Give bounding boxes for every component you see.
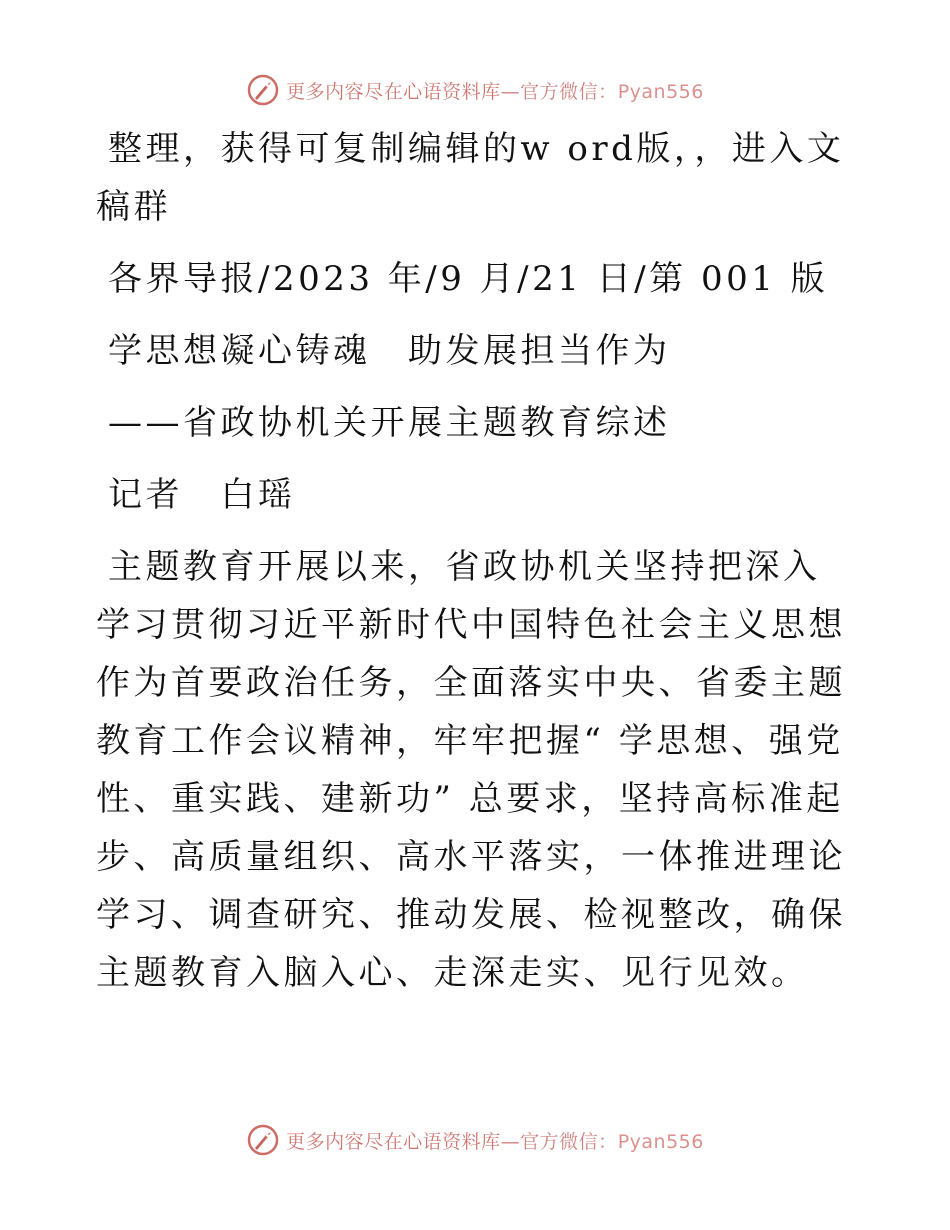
banner-text — [286, 77, 704, 104]
banner-wechat-label: 官方微信： — [520, 80, 618, 103]
banner-wechat-id: Pyan556 — [617, 1130, 704, 1153]
article-subtitle: ——省政协机关开展主题教育综述 — [108, 403, 671, 443]
pen-nib-logo-icon — [246, 1123, 280, 1157]
banner-wechat-id: Pyan556 — [617, 80, 704, 103]
pen-nib-logo-icon — [246, 73, 280, 107]
banner-text — [286, 1127, 704, 1154]
byline: 记者 白瑶 — [108, 475, 296, 515]
banner-main-text: 更多内容尽在心语资料库 — [286, 80, 501, 103]
header-banner — [0, 70, 950, 110]
body-paragraph: 主题教育开展以来，省政协机关坚持把深入学习贯彻习近平新时代中国特色社会主义思想作为首要政治任务，全面落实中央、省委主题教育工作会议精神，牢牢把握“ 学思想、强党性、重实践、建新功” 总要求，坚持高标准起步、高质量组织、高水平落实，一体推进理论学习、调查研究、推动发展、检视整改，确保主题教育入脑入心、走深走实、见行见效。 — [96, 547, 846, 993]
source-line: 各界导报/2023 年/9 月/21 日/第 001 版 — [108, 259, 829, 299]
banner-wechat-label: 官方微信： — [520, 1130, 618, 1153]
article-title: 学思想凝心铸魂 助发展担当作为 — [108, 331, 671, 371]
banner-dash: — — [500, 1130, 521, 1153]
banner-dash: — — [500, 80, 521, 103]
document-body — [96, 120, 856, 1002]
intro-line: 整理，获得可复制编辑的w ord版，，进入文稿群 — [96, 129, 845, 227]
footer-banner — [0, 1120, 950, 1160]
banner-main-text: 更多内容尽在心语资料库 — [286, 1130, 501, 1153]
